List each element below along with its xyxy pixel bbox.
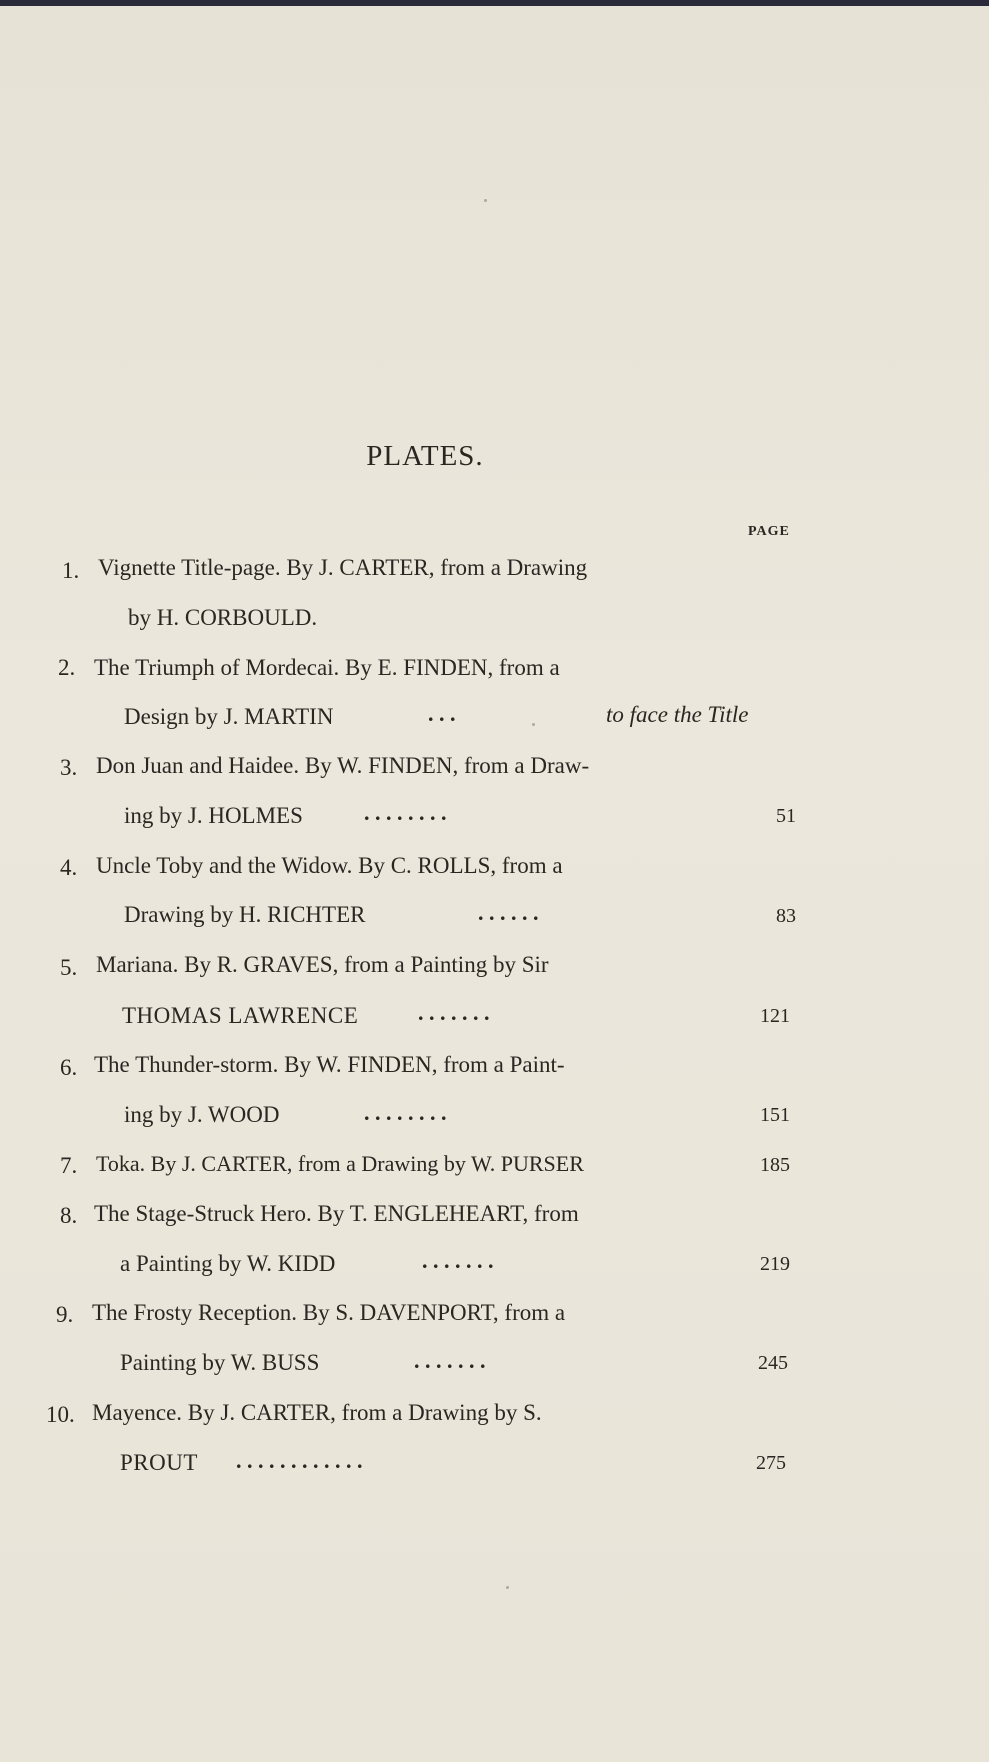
entry-line: ing by J. WOOD — [124, 1102, 280, 1127]
page-title: PLATES. — [366, 440, 484, 472]
entry-line: The Frosty Reception. By S. DAVENPORT, from a — [92, 1300, 566, 1325]
entry-page: 219 — [760, 1253, 790, 1275]
entry-number: 9. — [56, 1302, 74, 1327]
leader-dots: . . . . . . — [478, 900, 539, 925]
entry-line: Toka. By J. CARTER, from a Drawing by W. PURSER — [96, 1151, 584, 1176]
entry-line: Drawing by H. RICHTER — [124, 902, 366, 927]
paper-speck — [532, 723, 535, 726]
entry-page: 51 — [776, 805, 796, 827]
entry-number: 8. — [60, 1203, 78, 1228]
entry-line: Design by J. MARTIN — [124, 704, 334, 729]
leader-dots: . . . . . . . — [414, 1348, 486, 1373]
entry-line: Don Juan and Haidee. By W. FINDEN, from a Draw- — [96, 753, 590, 778]
entry-page: 121 — [760, 1005, 790, 1027]
entry-line: The Stage-Struck Hero. By T. ENGLEHEART, from — [94, 1201, 579, 1226]
page-top-edge — [0, 0, 989, 6]
entry-line: Vignette Title-page. By J. CARTER, from a Drawing — [98, 555, 588, 580]
entry-page: 245 — [758, 1352, 788, 1374]
entry-line: PROUT — [120, 1450, 198, 1475]
entry-number: 10. — [46, 1402, 75, 1427]
entry-number: 2. — [58, 655, 76, 680]
entry-number: 1. — [62, 558, 80, 583]
paper-speck — [506, 1586, 509, 1589]
entry-page: 151 — [760, 1104, 790, 1126]
entry-line: The Thunder-storm. By W. FINDEN, from a Paint- — [94, 1052, 565, 1077]
entry-line: THOMAS LAWRENCE — [122, 1003, 359, 1028]
entry-line: Mayence. By J. CARTER, from a Drawing by S. — [92, 1400, 542, 1425]
entry-line: ing by J. HOLMES — [124, 803, 303, 828]
entry-number: 5. — [60, 955, 78, 980]
leader-dots: . . . . . . . — [418, 1000, 490, 1025]
entry-page: 83 — [776, 905, 796, 927]
leader-dots: . . . . . . . . . . . . — [236, 1448, 363, 1473]
entry-page: 275 — [756, 1452, 786, 1474]
entry-line: The Triumph of Mordecai. By E. FINDEN, from a — [94, 655, 560, 680]
entry-number: 7. — [60, 1153, 78, 1178]
leader-dots: . . . . . . . . — [364, 800, 447, 825]
entry-line: a Painting by W. KIDD — [120, 1251, 336, 1276]
entry-number: 3. — [60, 755, 78, 780]
entry-number: 4. — [60, 855, 78, 880]
entry-line: Uncle Toby and the Widow. By C. ROLLS, from a — [96, 853, 563, 878]
leader-dots: . . . . . . . — [422, 1248, 494, 1273]
entry-number: 6. — [60, 1055, 78, 1080]
page-column-header: PAGE — [748, 524, 790, 539]
entry-line: by H. CORBOULD. — [128, 605, 318, 630]
entry-page: to face the Title — [606, 702, 749, 727]
paper-speck — [484, 199, 487, 202]
leader-dots: . . . . . . . . — [364, 1100, 447, 1125]
entry-page: 185 — [760, 1154, 790, 1176]
leader-dots: . . . — [428, 701, 456, 726]
entry-line: Mariana. By R. GRAVES, from a Painting by Sir — [96, 952, 549, 977]
entry-line: Painting by W. BUSS — [120, 1350, 320, 1375]
